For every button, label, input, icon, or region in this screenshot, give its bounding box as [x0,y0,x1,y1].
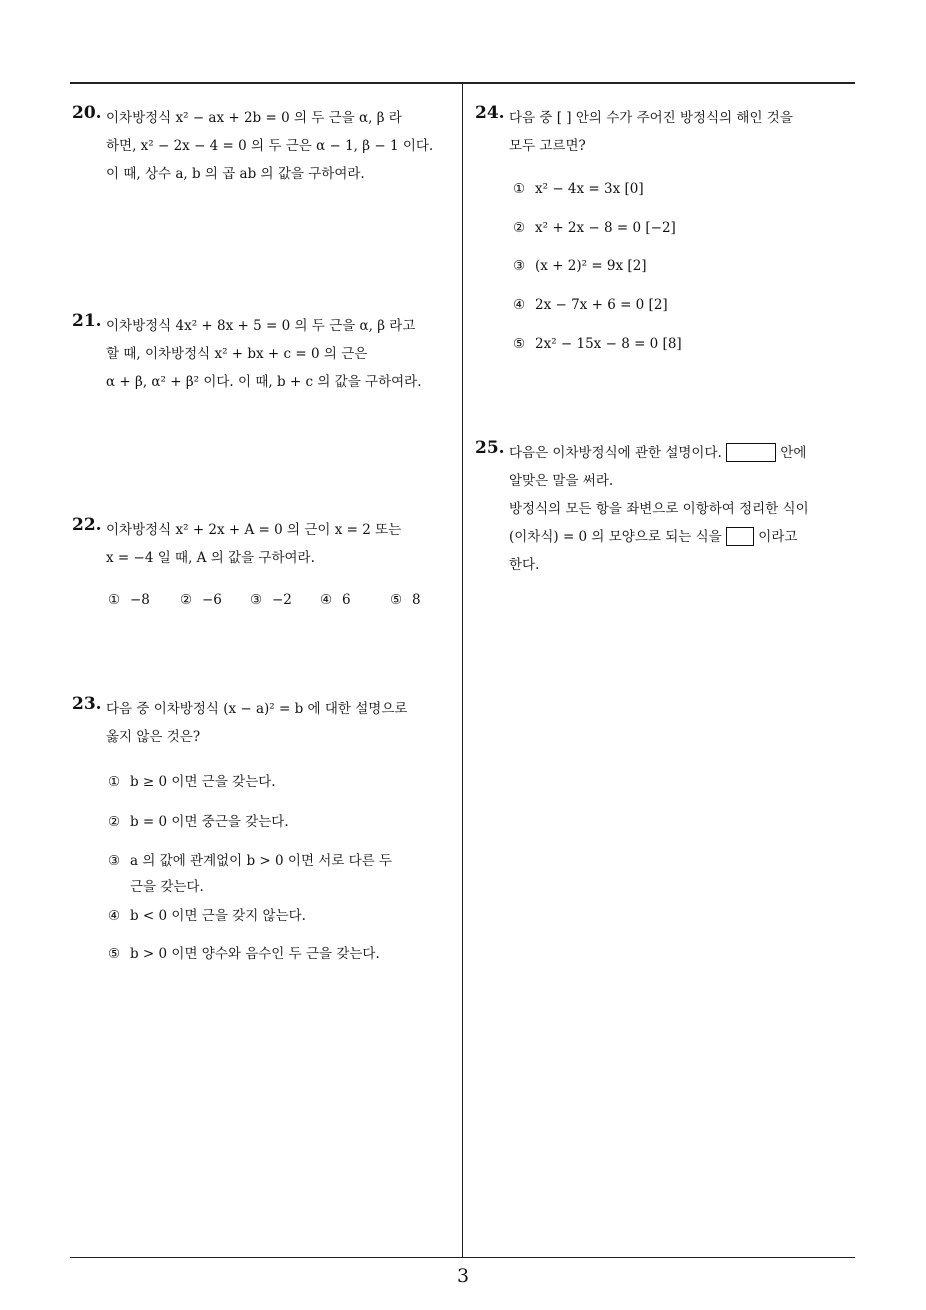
choice-1[interactable]: ① b ≥ 0 이면 근을 갖는다. [108,774,276,790]
question-line: 할 때, 이차방정식 x² + bx + c = 0 의 근은 [106,346,368,362]
question-line: 이차방정식 x² + 2x + A = 0 의 근이 x = 2 또는 [106,522,402,538]
question-25 [475,438,860,578]
choice-4[interactable]: ④ 6 [320,592,351,608]
choice-4[interactable]: ④ 2x − 7x + 6 = 0 [2] [513,297,668,313]
question-text [106,312,422,396]
question-number: 22. [72,515,102,535]
answer-blank-box[interactable] [726,527,754,546]
question-line: 모두 고르면? [509,138,586,154]
question-number: 25. [475,438,505,458]
page-number: 3 [456,1265,470,1287]
question-line: x = −4 일 때, A 의 값을 구하여라. [106,550,315,566]
question-line: 다음 중 [ ] 안의 수가 주어진 방정식의 해인 것을 [509,110,793,126]
question-text [106,695,407,751]
question-line: 하면, x² − 2x − 4 = 0 의 두 근은 α − 1, β − 1 이다. [106,138,434,154]
question-line: 이 때, 상수 a, b 의 곱 ab 의 값을 구하여라. [106,166,365,182]
choice-2[interactable]: ② −6 [180,592,222,608]
choice-2[interactable]: ② b = 0 이면 중근을 갖는다. [108,814,289,830]
question-23 [72,694,457,754]
choice-3[interactable]: ③ (x + 2)² = 9x [2] [513,258,647,274]
question-line: 이차방정식 x² − ax + 2b = 0 의 두 근을 α, β 라 [106,110,402,126]
question-line: 알맞은 말을 써라. [509,473,614,489]
question-line: 다음 중 이차방정식 (x − a)² = b 에 대한 설명으로 [106,701,408,717]
choice-1[interactable]: ① x² − 4x = 3x [0] [513,181,644,197]
choice-5[interactable]: ⑤ 8 [390,592,421,608]
column-divider [462,83,463,1258]
choice-4[interactable]: ④ b < 0 이면 근을 갖지 않는다. [108,908,306,924]
choice-3[interactable]: ③ a 의 값에 관계없이 b > 0 이면 서로 다른 두 [108,853,393,869]
choice-1[interactable]: ① −8 [108,592,150,608]
question-line-part: 이라고 [758,529,798,545]
question-line: 옳지 않은 것은? [106,729,201,745]
question-line-part: 안에 [780,445,807,461]
question-number: 21. [72,311,102,331]
bottom-rule [70,1257,855,1258]
choice-3-continuation: 근을 갖는다. [130,879,204,895]
choice-5[interactable]: ⑤ 2x² − 15x − 8 = 0 [8] [513,336,682,352]
question-22 [72,515,457,575]
question-line: 한다. [509,557,540,573]
question-line [509,439,809,467]
question-number: 23. [72,694,102,714]
choice-2[interactable]: ② x² + 2x − 8 = 0 [−2] [513,220,676,236]
answer-blank-box[interactable] [726,443,776,462]
question-number: 20. [72,103,102,123]
question-21 [72,311,457,401]
question-line-part: 다음은 이차방정식에 관한 설명이다. [509,445,722,461]
q22-choices [108,592,448,612]
question-text [106,516,401,572]
question-line-part: (이차식) = 0 의 모양으로 되는 식을 [509,529,722,545]
question-line: 방정식의 모든 항을 좌변으로 이항하여 정리한 식이 [509,501,809,517]
question-text [509,104,793,160]
question-line: 이차방정식 4x² + 8x + 5 = 0 의 두 근을 α, β 라고 [106,318,416,334]
question-20 [72,103,457,193]
question-text [106,104,433,188]
question-text [509,439,809,579]
question-number: 24. [475,103,505,123]
question-line [509,523,809,551]
question-line: α + β, α² + β² 이다. 이 때, b + c 의 값을 구하여라. [106,374,422,390]
choice-5[interactable]: ⑤ b > 0 이면 양수와 음수인 두 근을 갖는다. [108,946,380,962]
question-24 [475,103,860,163]
choice-3[interactable]: ③ −2 [250,592,292,608]
